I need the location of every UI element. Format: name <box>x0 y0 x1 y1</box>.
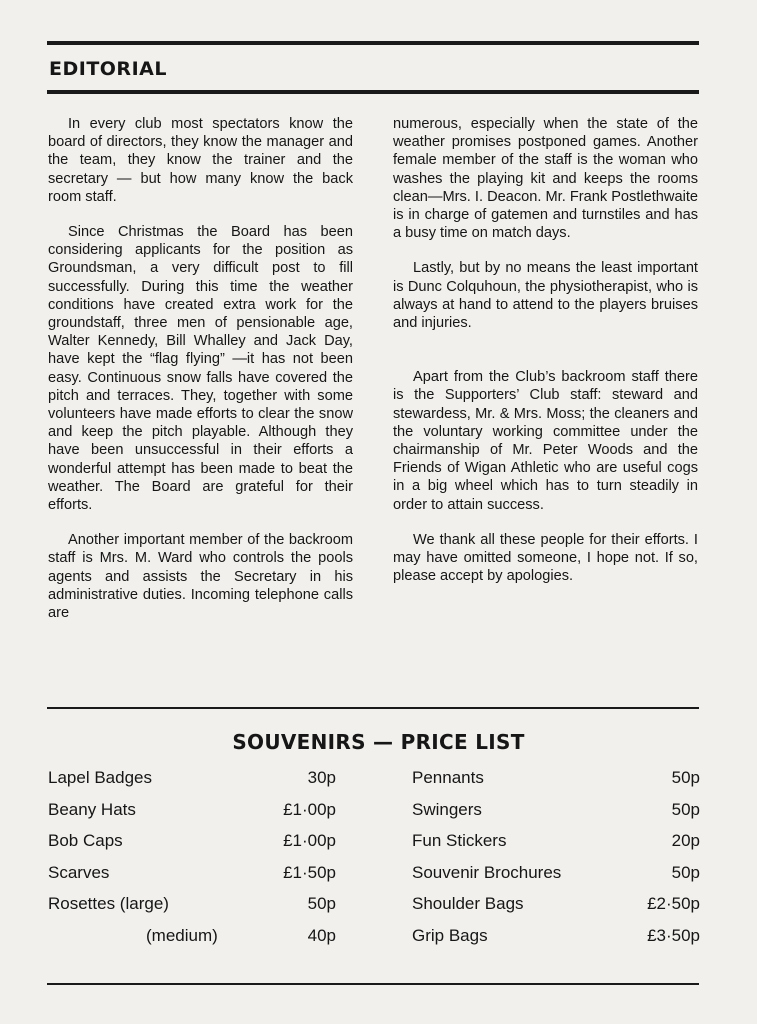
editorial-heading: EDITORIAL <box>49 58 167 80</box>
item-name: Beany Hats <box>48 799 136 819</box>
editorial-paragraph: In every club most spectators know the board of directors, they know the manager and the team, they know the trainer and the secretary — but how many know the back room staff. <box>48 116 353 205</box>
item-price: £1·50p <box>283 862 336 882</box>
editorial-paragraph: Since Christmas the Board has been considering applicants for the position as Groundsman, a very difficult post to fill successfully. During this time the weather conditions have created extra work for the groundstaff, three men of pensionable age, Walter Kennedy, Bill Whalley and Jack Day, have kept the “flag flying” —it has not been easy. Continuous snow falls have covered the pitch and terraces. They, together with some volunteers have made efforts to clear the snow and keep the pitch playable. Although they have been unsuccessful in their efforts a wonderful attempt has been made to beat the weather. The Board are grateful for their efforts. <box>48 224 353 514</box>
item-name: Scarves <box>48 862 110 882</box>
item-price: £3·50p <box>647 925 700 945</box>
item-price: 50p <box>671 862 700 882</box>
heading-rule <box>47 90 699 94</box>
bottom-rule <box>47 983 699 985</box>
price-row <box>48 863 336 895</box>
item-name: Lapel Badges <box>48 768 152 787</box>
item-name: Bob Caps <box>48 831 123 851</box>
item-name: Pennants <box>412 768 484 787</box>
price-row <box>48 926 336 958</box>
item-price: £1·00p <box>283 831 336 851</box>
item-name: Souvenir Brochures <box>412 862 562 882</box>
editorial-paragraph: numerous, especially when the state of the weather promises postponed games. Another female member of the staff is the woman who washes the playing kit and keeps the rooms clean—Mrs. I. Deacon. Mr. Frank Postlethwaite is in charge of gatemen and turnstiles and has a busy time on match days. <box>393 116 698 242</box>
editorial-left-column <box>48 115 353 639</box>
top-rule <box>47 41 699 45</box>
price-row <box>412 863 700 895</box>
price-row <box>412 894 700 926</box>
item-name: Fun Stickers <box>412 831 507 851</box>
price-row <box>48 800 336 832</box>
item-price: 40p <box>307 925 336 945</box>
price-row <box>48 768 336 800</box>
item-price: 50p <box>671 768 700 787</box>
item-price: £2·50p <box>647 894 700 914</box>
price-row <box>48 831 336 863</box>
price-row <box>412 768 700 800</box>
item-name: Swingers <box>412 799 482 819</box>
souvenirs-top-rule <box>47 707 699 709</box>
item-price: 50p <box>307 894 336 914</box>
price-row <box>412 926 700 958</box>
item-price: £1·00p <box>283 799 336 819</box>
editorial-paragraph: Lastly, but by no means the least important is Dunc Colquhoun, the physiotherapist, who is always at hand to attend to the players bruises and injuries. <box>393 260 698 332</box>
price-row <box>412 800 700 832</box>
item-price: 30p <box>307 768 336 787</box>
souvenirs-title: SOUVENIRS — PRICE LIST <box>232 730 525 754</box>
item-price: 20p <box>671 831 700 851</box>
item-name: Shoulder Bags <box>412 894 524 914</box>
editorial-paragraph: Apart from the Club’s backroom staff there is the Supporters’ Club staff: steward and stewardess, Mr. & Mrs. Moss; the cleaners and the voluntary working committee under the chairmanship of Mr. Peter Woods and the Friends of Wigan Athletic who are useful cogs in a big wheel which has to turn steadily in order to attain success. <box>393 369 698 513</box>
price-row <box>48 894 336 926</box>
item-name: (medium) <box>146 925 218 945</box>
price-row <box>412 831 700 863</box>
item-name: Rosettes (large) <box>48 894 169 914</box>
editorial-right-column <box>393 115 698 602</box>
price-list-left <box>48 768 336 958</box>
editorial-paragraph: Another important member of the backroom staff is Mrs. M. Ward who controls the pools agents and assists the Secretary in his administrative duties. Incoming telephone calls are <box>48 532 353 622</box>
price-list-right <box>412 768 700 958</box>
item-name: Grip Bags <box>412 925 488 945</box>
item-price: 50p <box>671 799 700 819</box>
editorial-paragraph: We thank all these people for their efforts. I may have omitted someone, I hope not. If so, please accept by apologies. <box>393 531 698 585</box>
